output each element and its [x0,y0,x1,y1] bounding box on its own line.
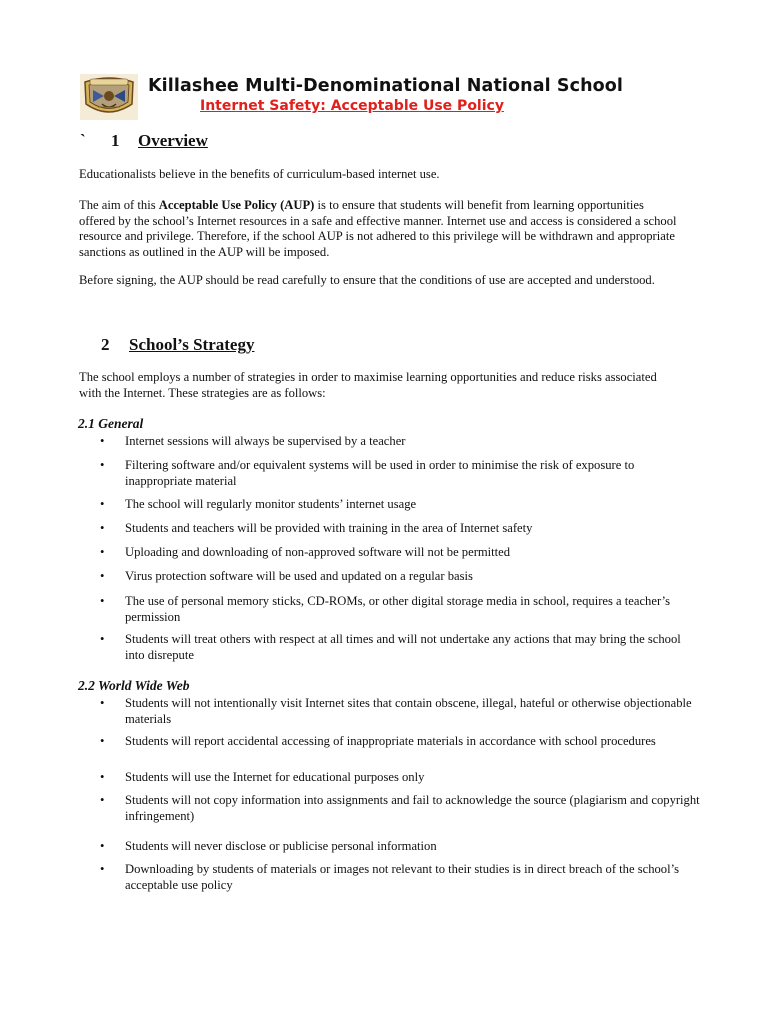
list-item-text: Internet sessions will always be supervised by a teacher [125,434,406,448]
list-item-text: Students will use the Internet for educational purposes only [125,770,425,784]
list-item-text: Students will not copy information into assignments and fail to acknowledge the source (plagiarism and copyright infringement) [125,793,700,823]
text-run: is to ensure that students will benefit from learning opportunities offered by the school’s Internet resources in a safe and effective manner. Internet use and access is considered a school resource and privilege. Therefore, if the school AUP is not adhered to this privilege will be withdrawn and appropriate sanctions as outlined in the AUP will be imposed. [79,198,677,259]
list-item-text: Students will never disclose or publicise personal information [125,839,437,853]
bullet-icon: • [100,734,105,748]
policy-title: Internet Safety: Acceptable Use Policy [200,98,504,114]
paragraph: Before signing, the AUP should be read carefully to ensure that the conditions of use are accepted and understood. [79,273,655,287]
bullet-icon: • [100,793,105,807]
bullet-icon: • [100,521,105,535]
bullet-icon: • [100,632,105,646]
text-run: The aim of this [79,198,159,212]
stray-mark: ` [80,131,86,150]
aup-bold-term: Acceptable Use Policy (AUP) [158,198,315,212]
bullet-icon: • [100,545,105,559]
subsection-heading-www: 2.2 World Wide Web [78,678,190,693]
list-item-text: Students will not intentionally visit Internet sites that contain obscene, illegal, hateful or otherwise objectionable materials [125,696,692,726]
bullet-icon: • [100,696,105,710]
paragraph: The school employs a number of strategies in order to maximise learning opportunities and reduce risks associated with the Internet. These strategies are as follows: [79,370,657,400]
bullet-icon: • [100,434,105,448]
list-item-text: Filtering software and/or equivalent systems will be used in order to minimise the risk of exposure to inappropriate material [125,458,635,488]
list-item-text: Downloading by students of materials or images not relevant to their studies is in direct breach of the school’s acceptable use policy [125,862,679,892]
bullet-icon: • [100,497,105,511]
paragraph-aup-aim [79,198,679,260]
bullet-icon: • [100,458,105,472]
bullet-icon: • [100,770,105,784]
subsection-heading-general: 2.1 General [78,416,144,431]
section-title: School’s Strategy [129,335,255,354]
section-title: Overview [138,131,208,150]
bullet-icon: • [100,569,105,583]
list-item-text: Uploading and downloading of non-approved software will not be permitted [125,545,511,559]
list-item-text: Students and teachers will be provided with training in the area of Internet safety [125,521,533,535]
list-item-text: Virus protection software will be used and updated on a regular basis [125,569,473,583]
paragraph: Educationalists believe in the benefits of curriculum-based internet use. [79,167,440,181]
list-item-text: The use of personal memory sticks, CD-ROMs, or other digital storage media in school, requires a teacher’s permission [125,594,671,624]
section-number: 2 [101,335,110,354]
section-number: 1 [111,131,120,150]
list-item-text: Students will treat others with respect at all times and will not undertake any actions that may bring the school into disrepute [125,632,681,662]
bullet-icon: • [100,594,105,608]
school-crest-icon [80,74,138,120]
bullet-icon: • [100,862,105,876]
list-item-text: The school will regularly monitor students’ internet usage [125,497,417,511]
list-item-text: Students will report accidental accessing of inappropriate materials in accordance with school procedures [125,734,656,748]
school-name: Killashee Multi-Denominational National School [148,76,623,96]
bullet-icon: • [100,839,105,853]
